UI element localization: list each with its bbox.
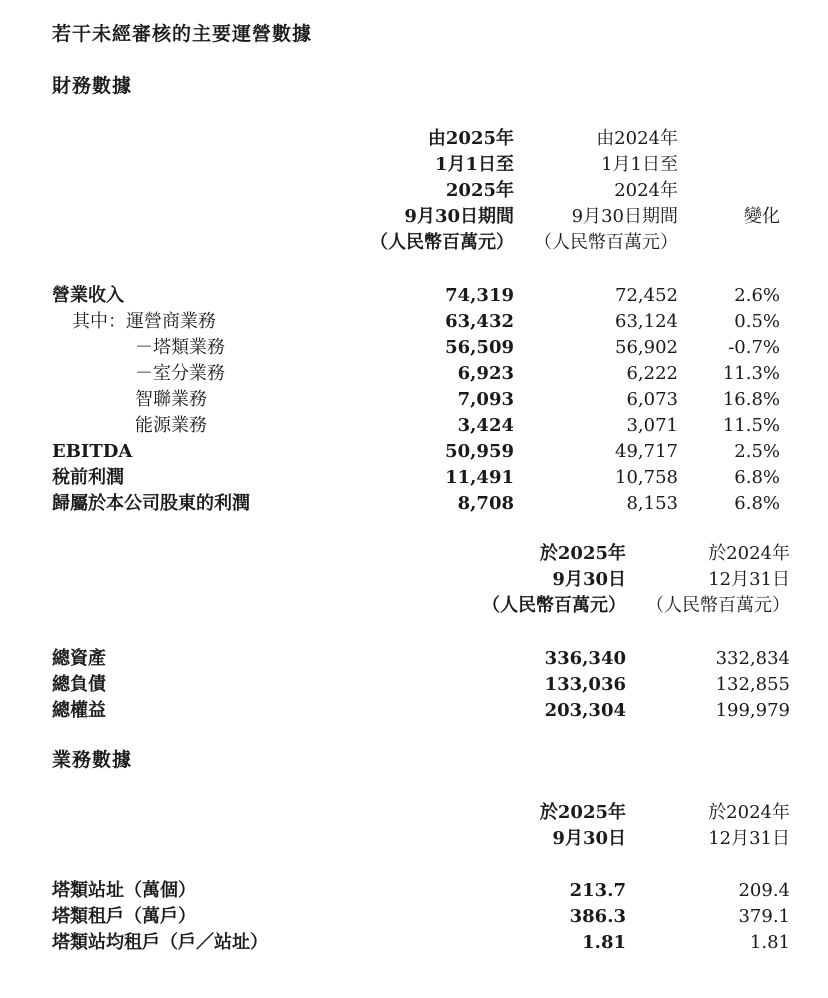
row-current: 74,319: [445, 285, 514, 306]
row-current: 386.3: [569, 906, 626, 927]
header-line: 9月30日期間: [404, 206, 514, 227]
header-unit: （人民幣百萬元）: [646, 595, 790, 616]
row-label: 總負債: [52, 674, 106, 695]
header-change: 變化: [744, 206, 780, 227]
row-prior: 199,979: [715, 700, 790, 721]
row-current: 133,036: [544, 674, 626, 695]
row-prior: 49,717: [615, 441, 678, 462]
row-change: 0.5%: [734, 311, 780, 332]
row-label: －塔類業務: [135, 337, 225, 358]
row-prior: 6,222: [626, 363, 678, 384]
row-change: 11.5%: [722, 415, 780, 436]
row-current: 11,491: [445, 467, 514, 488]
row-label: 歸屬於本公司股東的利潤: [52, 493, 250, 514]
row-current: 63,432: [445, 311, 514, 332]
row-prior: 72,452: [615, 285, 678, 306]
header-line: 由2025年: [427, 128, 514, 149]
header-line: 於2024年: [708, 543, 790, 564]
row-change: 2.6%: [734, 285, 780, 306]
row-current: 6,923: [457, 363, 514, 384]
header-line: 1月1日至: [434, 154, 514, 175]
row-change: 16.8%: [722, 389, 780, 410]
row-current: 7,093: [457, 389, 514, 410]
header-unit: （人民幣百萬元）: [370, 232, 514, 253]
row-label: 能源業務: [135, 415, 207, 436]
header-unit: （人民幣百萬元）: [482, 595, 626, 616]
row-label: 營業收入: [52, 285, 124, 306]
row-label: 智聯業務: [135, 389, 207, 410]
header-line: 於2024年: [708, 802, 790, 823]
header-line: 2025年: [445, 180, 514, 201]
header-line: 於2025年: [539, 543, 626, 564]
header-line: 於2025年: [539, 802, 626, 823]
row-current: 8,708: [457, 493, 514, 514]
header-line: 1月1日至: [601, 154, 678, 175]
header-line: 9月30日: [552, 828, 626, 849]
row-current: 1.81: [582, 932, 626, 953]
row-change: -0.7%: [728, 337, 780, 358]
row-prior: 63,124: [615, 311, 678, 332]
header-line: 2024年: [614, 180, 678, 201]
row-prior: 3,071: [626, 415, 678, 436]
row-prior: 1.81: [749, 932, 790, 953]
row-prior: 8,153: [626, 493, 678, 514]
row-current: 50,959: [445, 441, 514, 462]
row-label: 塔類租戶（萬戶）: [52, 906, 196, 927]
row-current: 56,509: [445, 337, 514, 358]
row-label: 塔類站址（萬個）: [52, 880, 196, 901]
row-current: 336,340: [544, 648, 626, 669]
row-prior: 10,758: [615, 467, 678, 488]
header-line: 12月31日: [708, 828, 790, 849]
row-prior: 332,834: [715, 648, 790, 669]
row-label: 稅前利潤: [52, 467, 124, 488]
row-label: EBITDA: [52, 441, 133, 462]
row-current: 213.7: [569, 880, 626, 901]
financial-section-heading: 財務數據: [52, 75, 133, 97]
row-prior: 6,073: [626, 389, 678, 410]
row-prior: 132,855: [715, 674, 790, 695]
header-line: 9月30日期間: [571, 206, 678, 227]
header-line: 12月31日: [708, 569, 790, 590]
row-label: －室分業務: [135, 363, 225, 384]
row-label: 塔類站均租戶（戶／站址）: [52, 932, 268, 953]
row-prior: 56,902: [615, 337, 678, 358]
row-current: 203,304: [544, 700, 626, 721]
row-label: 其中：運營商業務: [72, 311, 216, 332]
business-section-heading: 業務數據: [52, 749, 133, 771]
row-change: 2.5%: [734, 441, 780, 462]
row-prior: 209.4: [738, 880, 790, 901]
header-unit: （人民幣百萬元）: [534, 232, 678, 253]
row-label: 總權益: [52, 700, 106, 721]
header-line: 9月30日: [552, 569, 626, 590]
row-current: 3,424: [457, 415, 514, 436]
row-label: 總資產: [52, 648, 106, 669]
page-title: 若干未經審核的主要運營數據: [52, 23, 313, 45]
row-change: 6.8%: [734, 493, 780, 514]
row-change: 11.3%: [722, 363, 780, 384]
header-line: 由2024年: [596, 128, 678, 149]
row-change: 6.8%: [734, 467, 780, 488]
row-prior: 379.1: [738, 906, 790, 927]
